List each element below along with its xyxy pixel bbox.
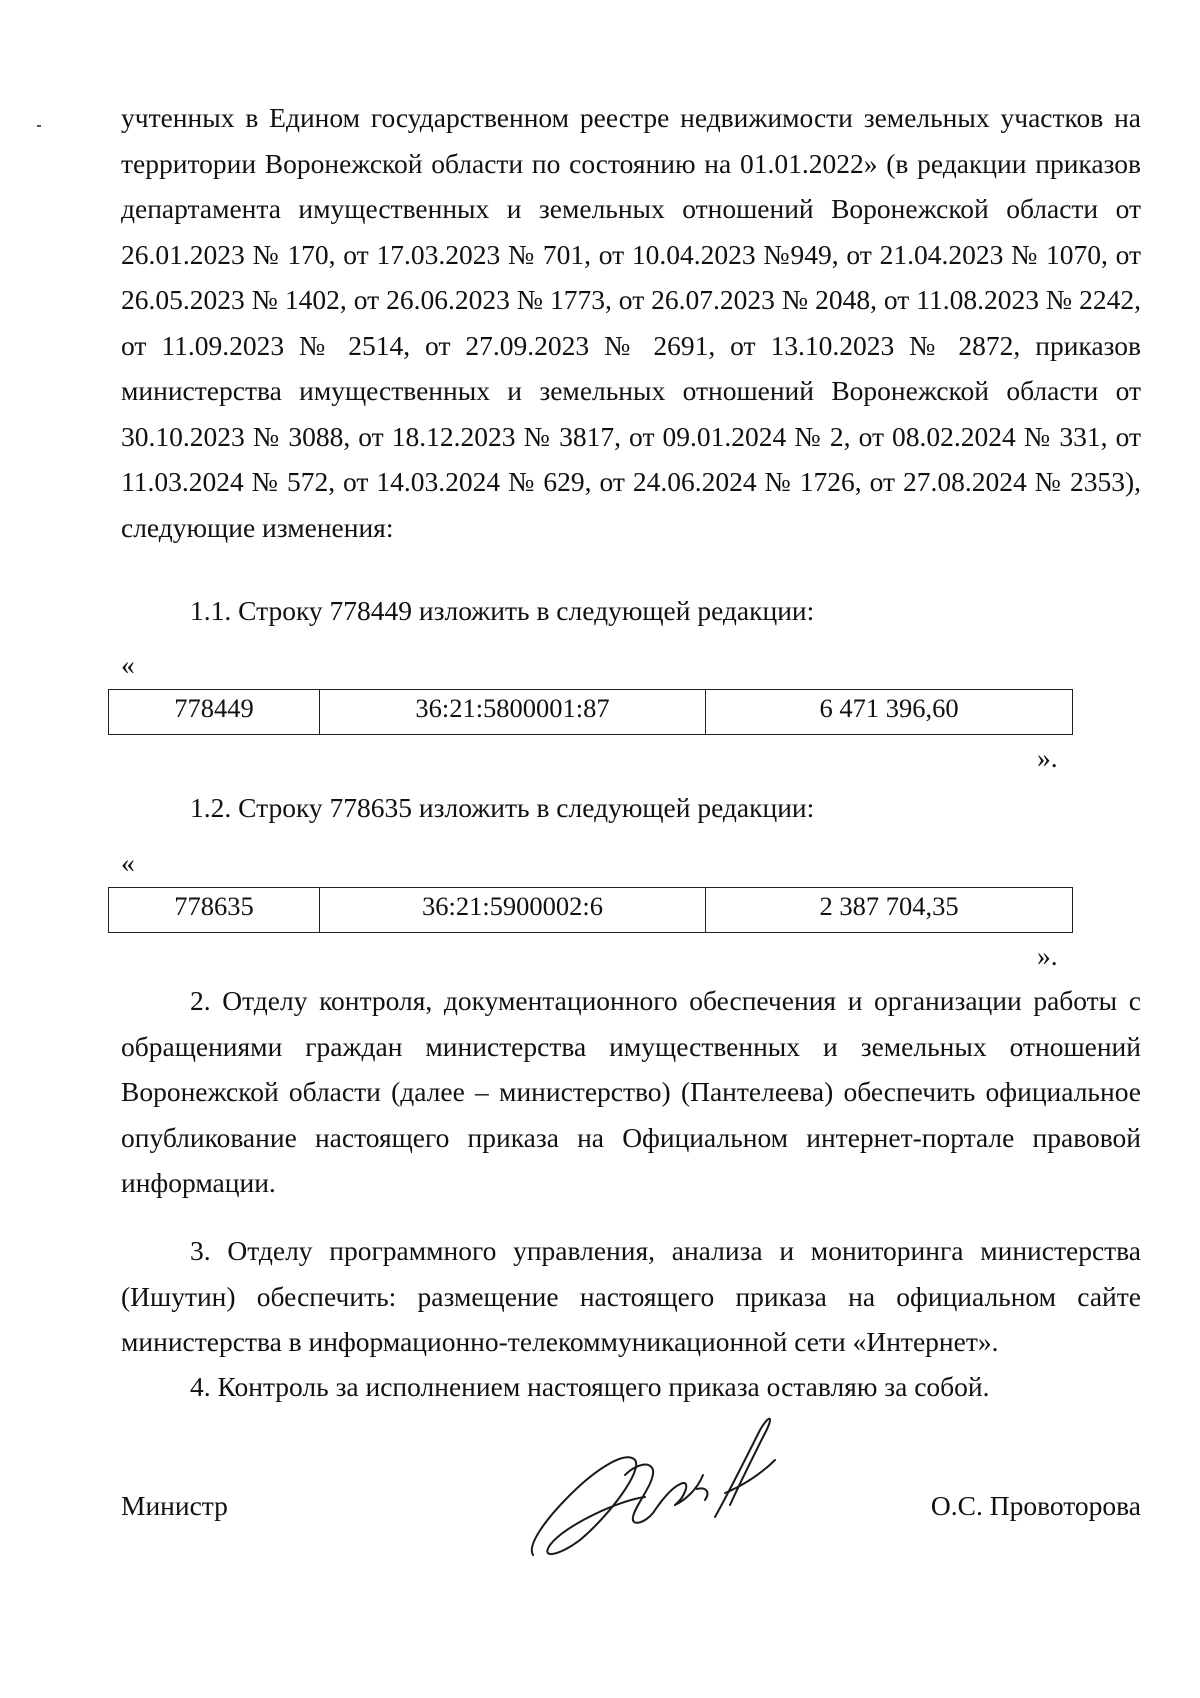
item-1-1-quote-open: «: [121, 649, 135, 680]
paragraph-2: 2. Отделу контроля, документационного обеспечения и организации работы с обращениями граждан министерства имущественных и земельных отношений Воронежской области (далее – министерство) (Пантелеева) обеспечить официальное опубликование настоящего приказа на Официальном интернет-портале правовой информации.: [121, 985, 1141, 1198]
item-1-1-heading: 1.1. Строку 778449 изложить в следующей редакции:: [190, 595, 815, 626]
scan-speck: [37, 125, 41, 127]
table-row: [109, 690, 1073, 735]
cadastral-number-cell: 36:21:5900002:6: [320, 888, 706, 933]
paragraph-3: 3. Отделу программного управления, анализа и мониторинга министерства (Ишутин) обеспечить: размещение настоящего приказа на официальном сайте министерства в информационно-телекоммуникационной сети «Интернет».: [121, 1235, 1141, 1357]
row-number-cell: 778635: [109, 888, 320, 933]
item-1-1-quote-close: ».: [1037, 742, 1058, 773]
cadastral-number-cell: 36:21:5800001:87: [320, 690, 706, 735]
table-row: [109, 888, 1073, 933]
signatory-title: Министр: [121, 1490, 228, 1521]
item-1-2-quote-close: ».: [1037, 940, 1058, 971]
cadastral-value-cell: 2 387 704,35: [706, 888, 1073, 933]
intro-paragraph: учтенных в Едином государственном реестре недвижимости земельных участков на территории Воронежской области по состоянию на 01.01.2022» (в редакции приказов департамента имущественных и земельных отношений Воронежской области от 26.01.2023 № 170, от 17.03.2023 № 701, от 10.04.2023 №949, от 21.04.2023 № 1070, от 26.05.2023 № 1402, от 26.06.2023 № 1773, от 26.07.2023 № 2048, от 11.08.2023 № 2242, от 11.09.2023 № 2514, от 27.09.2023 № 2691, от 13.10.2023 № 2872, приказов министерства имущественных и земельных отношений Воронежской области от 30.10.2023 № 3088, от 18.12.2023 № 3817, от 09.01.2024 № 2, от 08.02.2024 № 331, от 11.03.2024 № 572, от 14.03.2024 № 629, от 24.06.2024 № 1726, от 27.08.2024 № 2353), следующие изменения:: [121, 102, 1141, 543]
item-1-2-table: [108, 887, 1073, 933]
item-1-2-quote-open: «: [121, 847, 135, 878]
handwritten-signature: [525, 1405, 805, 1565]
paragraph-4: 4. Контроль за исполнением настоящего приказа оставляю за собой.: [190, 1371, 990, 1402]
cadastral-value-cell: 6 471 396,60: [706, 690, 1073, 735]
item-1-1-table: [108, 689, 1073, 735]
signatory-name: О.С. Провоторова: [930, 1490, 1141, 1521]
item-1-2-heading: 1.2. Строку 778635 изложить в следующей редакции:: [190, 792, 815, 823]
row-number-cell: 778449: [109, 690, 320, 735]
